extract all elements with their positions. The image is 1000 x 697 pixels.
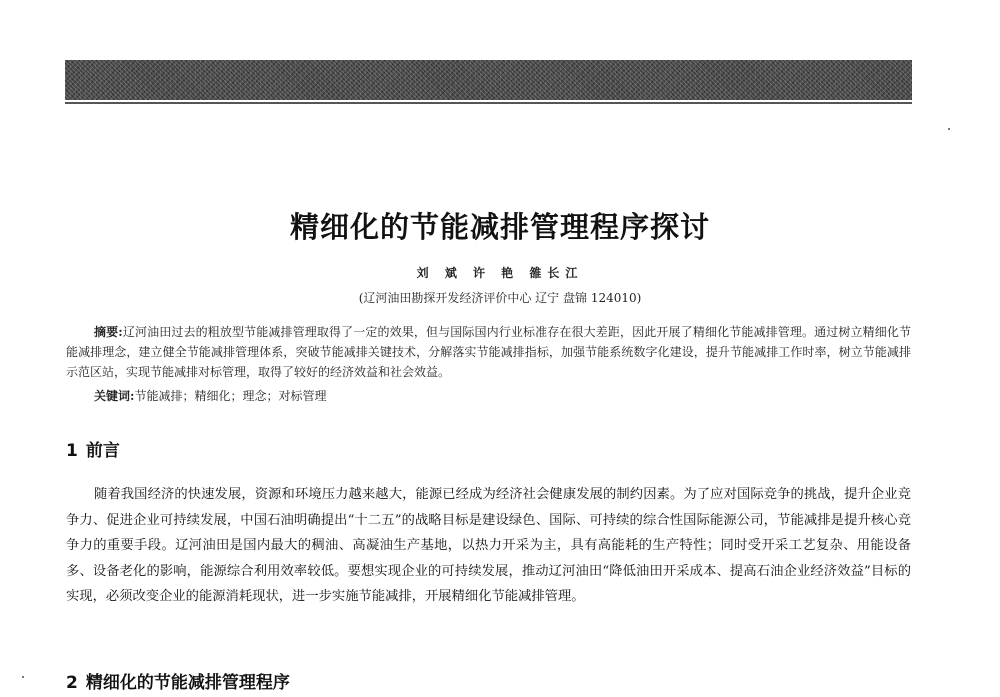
paper-title: 精细化的节能减排管理程序探讨 — [289, 210, 710, 244]
authors: 刘 斌 许 艳 雒长江 — [416, 266, 584, 280]
affiliation: (辽河油田勘探开发经济评价中心 辽宁 盘锦 124010) — [358, 291, 642, 305]
abstract-text: 辽河油田过去的粗放型节能减排管理取得了一定的效果，但与国际国内行业标准存在很大差距，因此开展了精细化节能减排管理。通过树立精细化节能减排理念，建立健全节能减排管理体系，突破节能减排关键技术，分解落实节能减排指标，加强节能系统数字化建设，提升节能减排工作时率，树立节能减排示范区站，实现节能减排对标管理，取得了较好的经济效益和社会效益。 — [66, 325, 911, 379]
section-1-paragraph: 随着我国经济的快速发展，资源和环境压力越来越大，能源已经成为经济社会健康发展的制约因素。为了应对国际竞争的挑战，提升企业竞争力、促进企业可持续发展，中国石油明确提出“十二五”的战略目标是建设绿色、国际、可持续的综合性国际能源公司，节能减排是提升核心竞争力的重要手段。辽河油田是国内最大的稠油、高凝油生产基地，以热力开采为主，具有高能耗的生产特性；同时受开采工艺复杂、用能设备多、设备老化的影响，能源综合利用效率较低。要想实现企业的可持续发展，推动辽河油田“降低油田开采成本、提高石油企业经济效益”目标的实现，必须改变企业的能源消耗现状，进一步实施节能减排，开展精细化节能减排管理。 — [66, 487, 911, 604]
scan-speck — [22, 676, 24, 678]
section-number: 2 — [66, 673, 78, 693]
section-title: 精细化的节能减排管理程序 — [85, 673, 290, 693]
section-heading-2 — [66, 668, 290, 693]
keywords-text: 节能减排；精细化；理念；对标管理 — [134, 389, 327, 403]
keywords — [94, 386, 914, 406]
abstract-label: 摘要: — [94, 325, 123, 339]
header-rule — [65, 102, 912, 104]
keywords-label: 关键词: — [94, 389, 135, 403]
section-title: 前言 — [85, 441, 120, 461]
scan-speck — [948, 128, 950, 130]
abstract — [66, 322, 911, 382]
journal-header-band — [65, 60, 912, 100]
section-number: 1 — [66, 441, 78, 461]
section-heading-1 — [66, 436, 120, 461]
